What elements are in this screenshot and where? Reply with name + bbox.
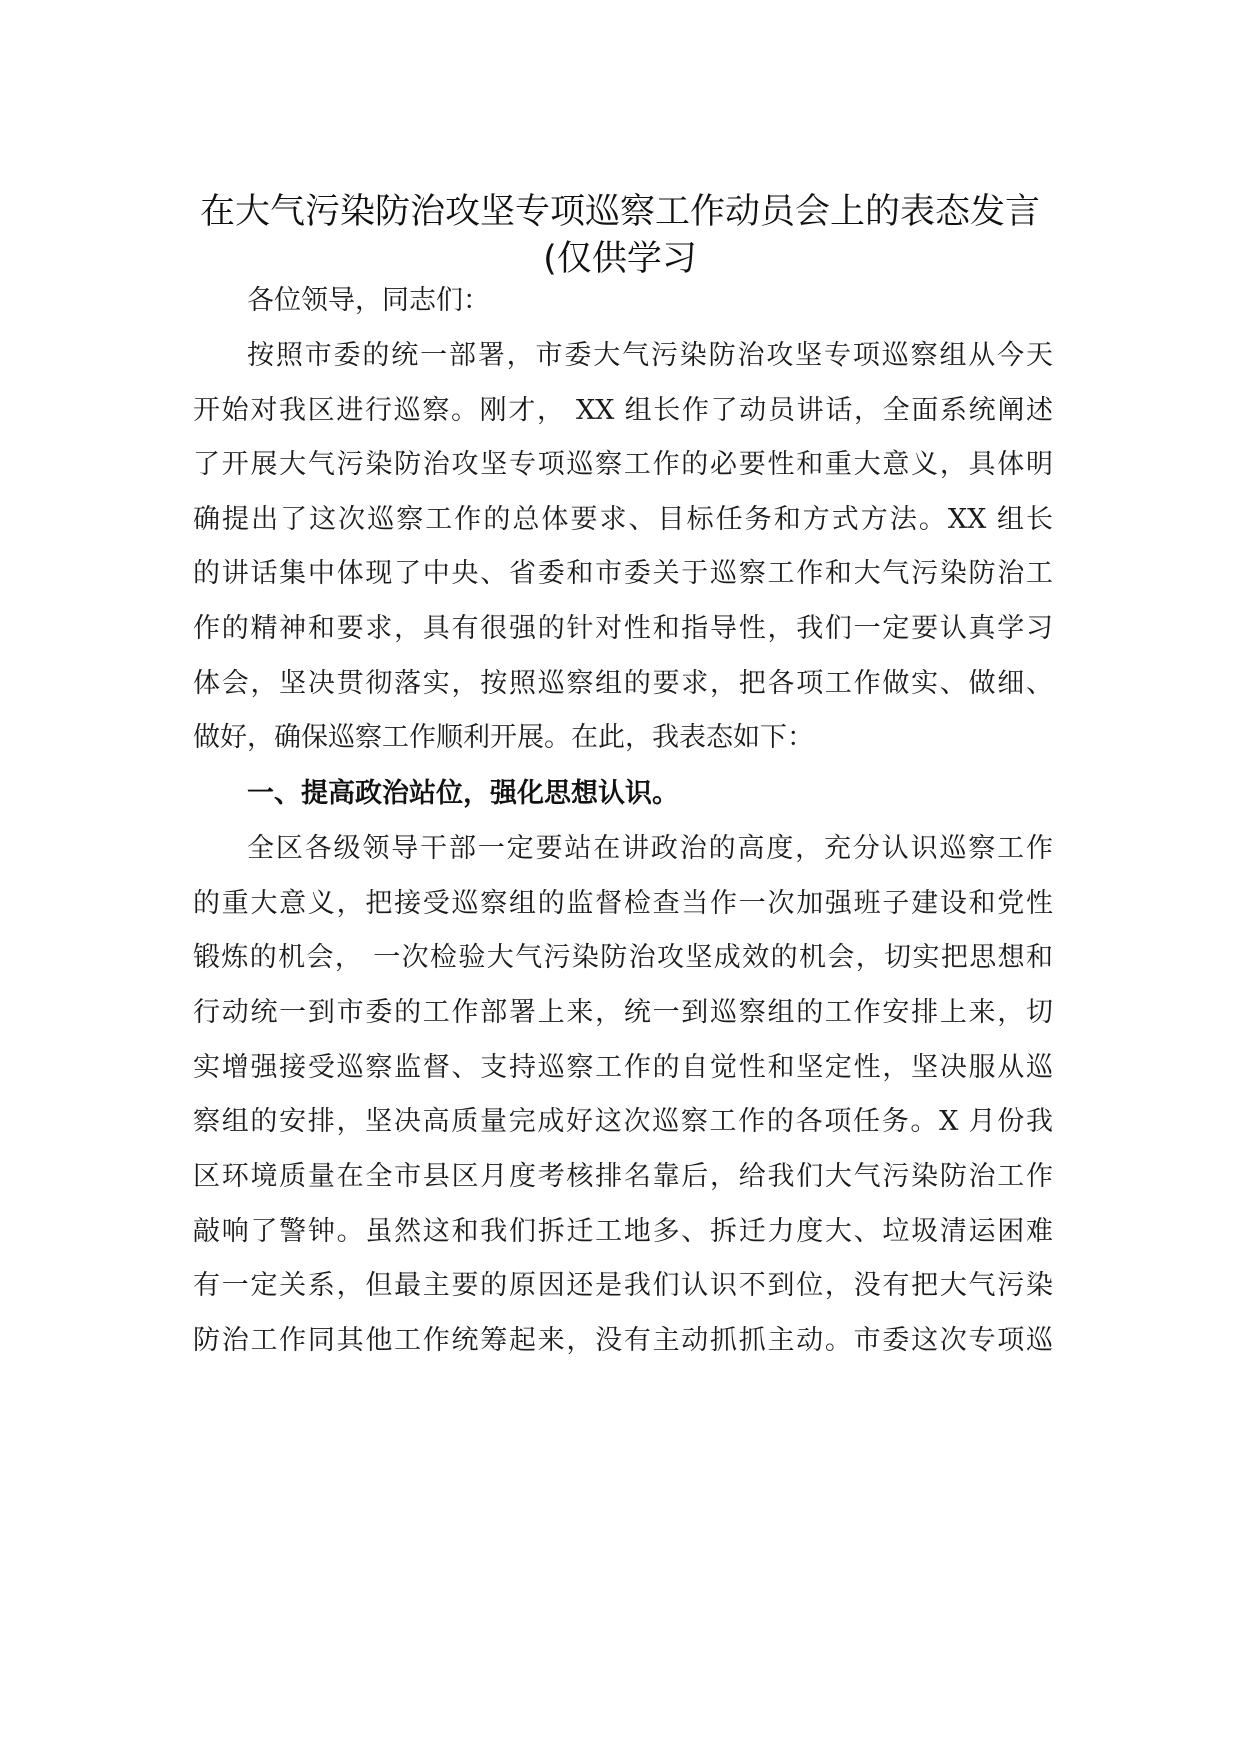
paragraph-1-line: 了开展大气污染防治攻坚专项巡察工作的必要性和重大意义，具体明 <box>193 449 1053 480</box>
paragraph-1-line: 开始对我区进行巡察。刚才， XX 组长作了动员讲话，全面系统阐述 <box>193 395 1053 426</box>
paragraph-1-line: 做好，确保巡察工作顺利开展。在此，我表态如下： <box>193 722 814 753</box>
paragraph-2-line: 敲响了警钟。虽然这和我们拆迁工地多、拆迁力度大、垃圾清运困难 <box>193 1216 1053 1247</box>
paragraph-2-line: 的重大意义，把接受巡察组的监督检查当作一次加强班子建设和党性 <box>193 888 1053 919</box>
section-heading: 一、提高政治站位，强化思想认识。 <box>247 778 679 809</box>
paragraph-2-line: 防治工作同其他工作统筹起来，没有主动抓抓主动。市委这次专项巡 <box>193 1325 1053 1356</box>
paragraph-2-line: 锻炼的机会， 一次检验大气污染防治攻坚成效的机会，切实把思想和 <box>193 942 1053 973</box>
salutation: 各位领导，同志们： <box>247 285 490 316</box>
paragraph-1-line: 的讲话集中体现了中央、省委和市委关于巡察工作和大气污染防治工 <box>193 558 1053 589</box>
document-title-continued: (仅供学习 <box>543 239 697 279</box>
paragraph-1-line: 确提出了这次巡察工作的总体要求、目标任务和方式方法。XX 组长 <box>193 504 1053 535</box>
paragraph-2-line: 察组的安排，坚决高质量完成好这次巡察工作的各项任务。X 月份我 <box>193 1106 1053 1137</box>
paragraph-2-line: 行动统一到市委的工作部署上来，统一到巡察组的工作安排上来，切 <box>193 997 1053 1028</box>
paragraph-2-line: 有一定关系，但最主要的原因还是我们认识不到位，没有把大气污染 <box>193 1270 1053 1301</box>
paragraph-2-line: 全区各级领导干部一定要站在讲政治的高度，充分认识巡察工作 <box>247 833 1053 864</box>
paragraph-1-line: 体会，坚决贯彻落实，按照巡察组的要求，把各项工作做实、做细、 <box>193 668 1053 699</box>
paragraph-2-line: 实增强接受巡察监督、支持巡察工作的自觉性和坚定性，坚决服从巡 <box>193 1052 1053 1083</box>
paragraph-1-line: 作的精神和要求，具有很强的针对性和指导性，我们一定要认真学习 <box>193 613 1053 644</box>
document-title: 在大气污染防治攻坚专项巡察工作动员会上的表态发言 <box>199 192 1040 232</box>
paragraph-1-line: 按照市委的统一部署，市委大气污染防治攻坚专项巡察组从今天 <box>247 340 1053 371</box>
paragraph-2-line: 区环境质量在全市县区月度考核排名靠后，给我们大气污染防治工作 <box>193 1161 1053 1192</box>
